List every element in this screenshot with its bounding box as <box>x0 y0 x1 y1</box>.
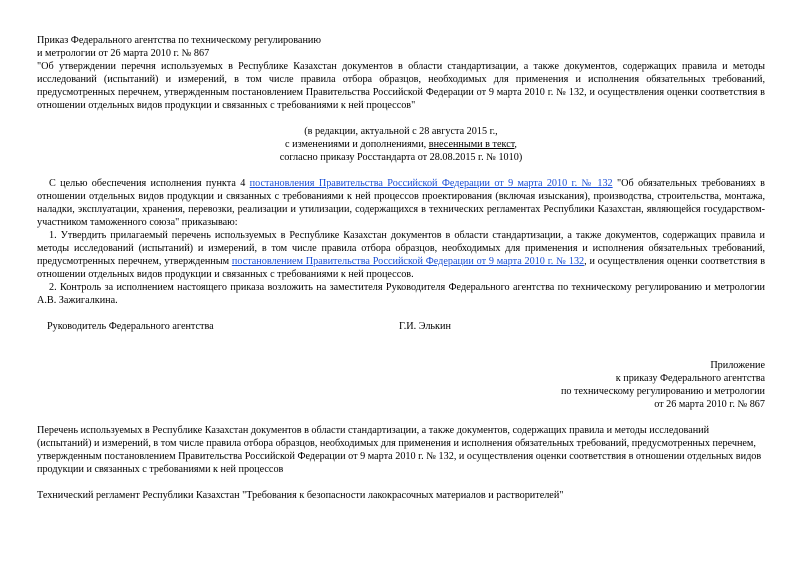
item-1-prefix: 1. Утвердить прилагаемый перечень используемых в Республике Казахстан документов в области стандартизации, а также документов, содержащих правила и методы исследований (испытаний) и измерений, в том числе правила отбора образцов, необходимых для применения и исполнения обязательных требований, предусмотренных перечнем, утвержденным <box>37 230 765 267</box>
edition-line-2-prefix: с изменениями и дополнениями, <box>285 139 429 150</box>
signatory-name: Г.И. Элькин <box>399 321 451 332</box>
edition-line-1: (в редакции, актуальной с 28 августа 2015 г., <box>304 126 498 137</box>
edition-note <box>37 125 765 164</box>
header-line-2: и метрологии от 26 марта 2010 г. № 867 <box>37 48 210 59</box>
order-item-2: 2. Контроль за исполнением настоящего приказа возложить на заместителя Руководителя Федерального агентства по техническому регулированию и метрологии А.В. Зажигалкина. <box>37 282 765 306</box>
document-page <box>37 34 765 502</box>
edition-line-2 <box>37 138 765 151</box>
resolution-132-link-2[interactable]: постановлением Правительства Российской Федерации от 9 марта 2010 г. № 132 <box>231 256 585 267</box>
order-item-1 <box>37 229 765 281</box>
resolution-132-link[interactable]: постановления Правительства Российской Федерации от 9 марта 2010 г. № 132 <box>249 178 613 189</box>
signature-row <box>37 320 765 333</box>
preamble-paragraph <box>37 177 765 229</box>
edition-line-3: согласно приказу Росстандарта от 28.08.2015 г. № 1010) <box>279 152 523 163</box>
item-1-suffix: , и осуществления оценки соответствия в отношении отдельных видов продукции и связанных с требованиями к ней процессов. <box>37 256 766 280</box>
appendix-line-1: Приложение <box>710 360 765 371</box>
appendix-line-3: по техническому регулированию и метрологии <box>560 386 765 397</box>
signatory-position: Руководитель Федерального агентства <box>47 321 214 332</box>
preamble-prefix: С целью обеспечения исполнения пункта 4 <box>49 178 250 189</box>
appendix-block <box>37 359 765 411</box>
appendix-line-2: к приказу Федерального агентства <box>615 373 765 384</box>
appendix-line-4: от 26 марта 2010 г. № 867 <box>654 399 765 410</box>
preamble-suffix: "Об обязательных требованиях в отношении отдельных видов продукции и связанных с требованиями к ней процессов проектирования (включая изыскания), производства, строительства, монтажа, наладки, эксплуатации, хранения, перевозки, реализации и утилизации, содержащихся в технических регламентах Республики Казахстан, являющейся государством-участником таможенного союза" приказываю: <box>37 178 765 228</box>
regulation-title: Технический регламент Республики Казахстан "Требования к безопасности лакокрасочных материалов и растворителей" <box>37 490 564 501</box>
document-header <box>37 34 765 112</box>
list-title: Перечень используемых в Республике Казахстан документов в области стандартизации, а также документов, содержащих правила и методы исследований (испытаний) и измерений, в том числе правила отбора образцов, необходимых для применения и исполнения обязательных требований, предусмотренных перечнем, утвержденным постановлением Правительства Российской Федерации от 9 марта 2010 г. № 132, и осуществления оценки соответствия в отношении отдельных видов продукции и связанных с требованиями к ней процессов <box>37 425 762 475</box>
document-title: "Об утверждении перечня используемых в Республике Казахстан документов в области стандартизации, а также документов, содержащих правила и методы исследований (испытаний) и измерений, в том числе правила отбора образцов, необходимых для применения и исполнения обязательных требований, предусмотренных перечнем, утвержденным постановлением Правительства Российской Федерации от 9 марта 2010 г. № 132, и осуществления оценки соответствия в отношении отдельных видов продукции и связанных с требованиями к ней процессов" <box>37 61 765 111</box>
header-line-1: Приказ Федерального агентства по техническому регулированию <box>37 35 321 46</box>
edition-line-2-suffix: , <box>514 139 517 150</box>
edition-amendments-link[interactable]: внесенными в текст <box>428 139 515 150</box>
